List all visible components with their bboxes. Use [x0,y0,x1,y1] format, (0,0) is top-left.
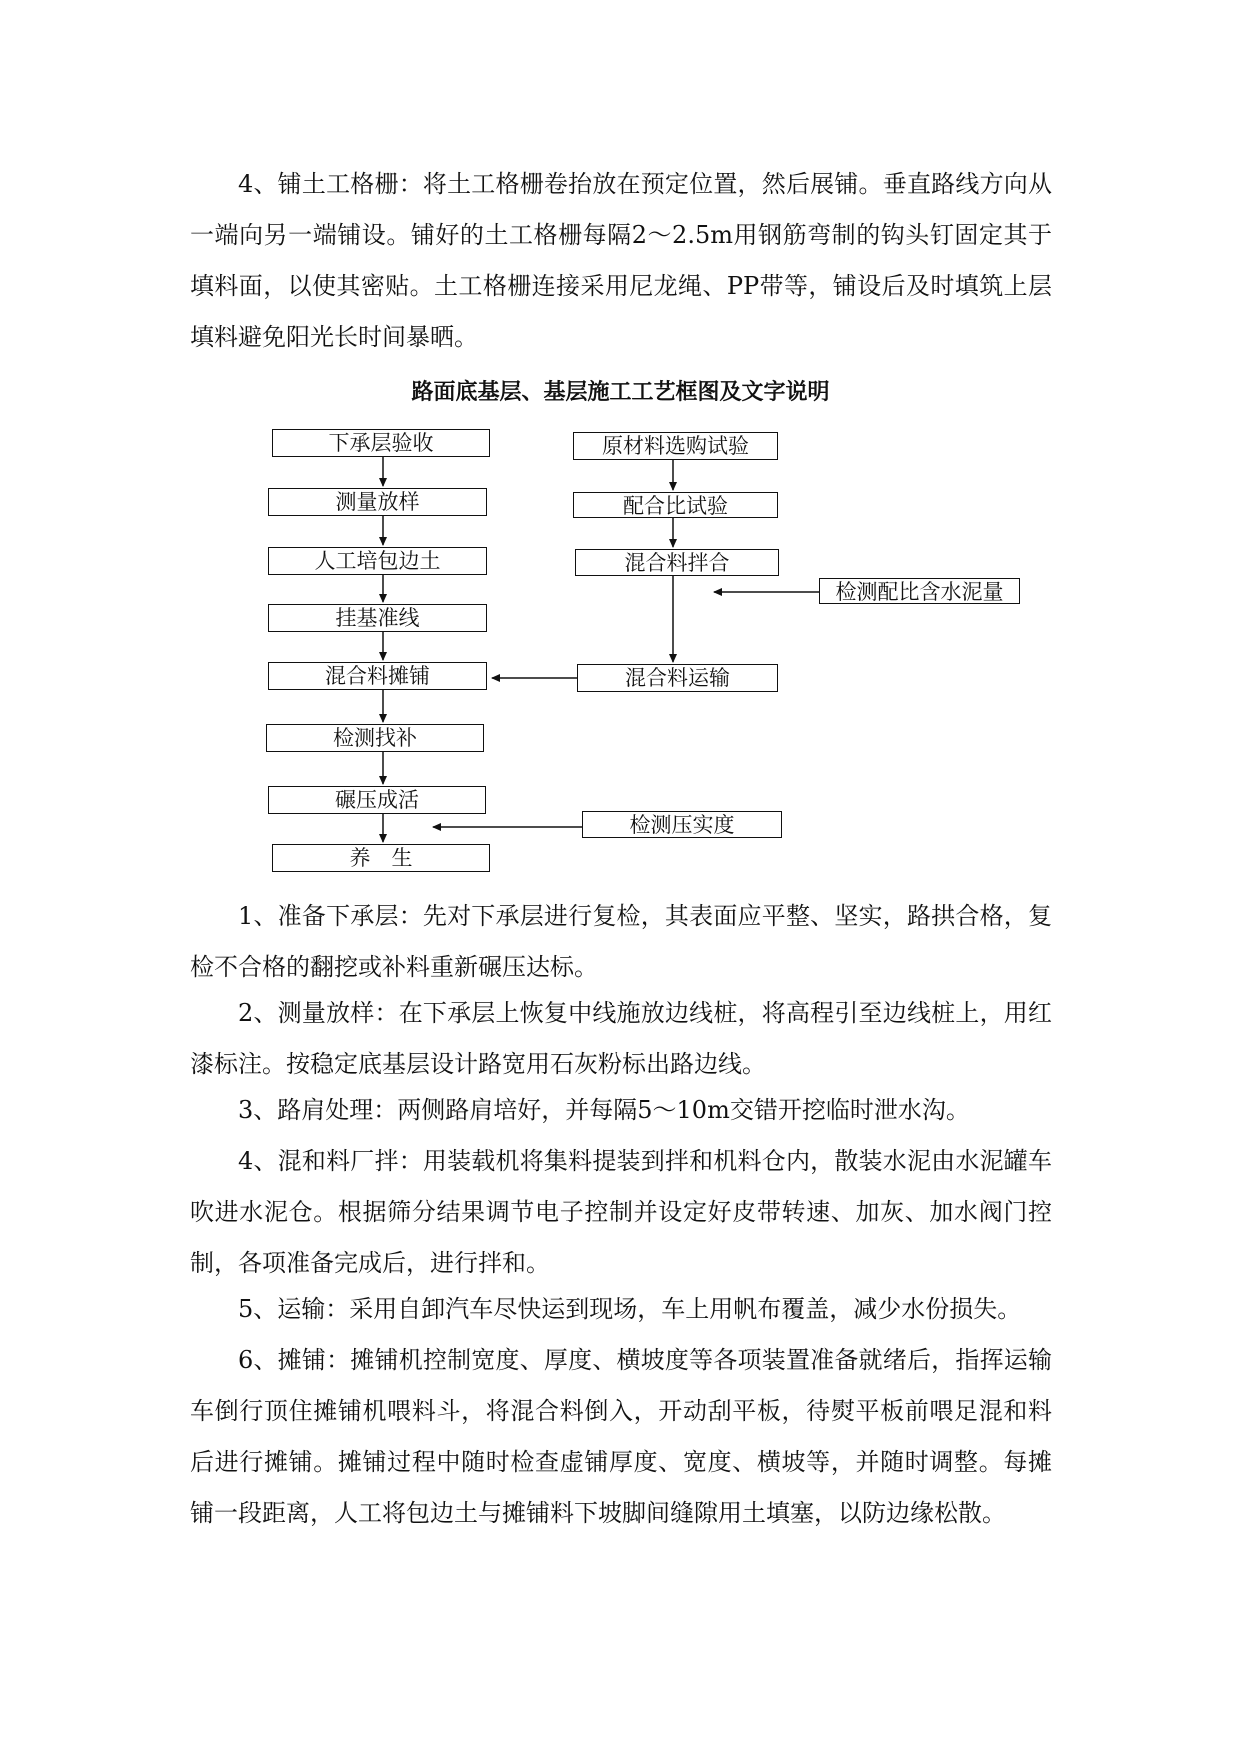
section-title: 路面底基层、基层施工工艺框图及文字说明 [411,380,830,405]
step-paragraph-5: 5、运输：采用自卸汽车尽快运到现场，车上用帆布覆盖，减少水份损失。 [238,1295,1022,1323]
flow-step-edge-soil: 人工培包边土 [268,547,487,575]
step-paragraph-2: 2、测量放样：在下承层上恢复中线施放边线桩，将高程引至边线桩上，用红漆标注。按稳定底基层设计路宽用石灰粉标出路边线。 [190,999,1052,1078]
flow-step-mixture-paving: 混合料摊铺 [268,662,487,690]
step-paragraph-4: 4、混和料厂拌：用装载机将集料提装到拌和机料仓内，散装水泥由水泥罐车吹进水泥仓。根据筛分结果调节电子控制并设定好皮带转速、加灰、加水阀门控制，各项准备完成后，进行拌和。 [190,1147,1052,1277]
step-paragraph-1: 1、准备下承层：先对下承层进行复检，其表面应平整、坚实，路拱合格，复检不合格的翻挖或补料重新碾压达标。 [190,902,1052,981]
flow-step-curing: 养 生 [272,844,490,872]
flow-step-transport: 混合料运输 [577,664,778,692]
flow-step-survey-layout: 测量放样 [268,488,487,516]
step-paragraph-3: 3、路肩处理：两侧路肩培好，并每隔5～10m交错开挖临时泄水沟。 [238,1096,970,1124]
flow-step-inspect-patch: 检测找补 [266,724,484,752]
flow-check-cement-content: 检测配比含水泥量 [819,578,1020,604]
geogrid-paragraph: 4、铺土工格栅：将土工格栅卷抬放在预定位置，然后展铺。垂直路线方向从一端向另一端铺设。铺好的土工格栅每隔2～2.5m用钢筋弯制的钩头钉固定其于填料面，以使其密贴。土工格栅连接采用尼龙绳、PP带等，铺设后及时填筑上层填料避免阳光长时间暴晒。 [190,170,1052,351]
flow-step-compaction: 碾压成活 [268,786,486,814]
flow-step-material-testing: 原材料选购试验 [573,432,778,460]
flow-step-mixing: 混合料拌合 [575,549,779,576]
step-paragraph-6: 6、摊铺：摊铺机控制宽度、厚度、横坡度等各项装置准备就绪后，指挥运输车倒行顶住摊铺机喂料斗，将混合料倒入，开动刮平板，待熨平板前喂足混和料后进行摊铺。摊铺过程中随时检查虚铺厚度、宽度、横坡等，并随时调整。每摊铺一段距离，人工将包边土与摊铺料下坡脚间缝隙用土填塞，以防边缘松散。 [190,1346,1052,1527]
flow-step-mix-proportion: 配合比试验 [573,492,778,518]
flow-step-reference-line: 挂基准线 [268,604,487,632]
flow-step-underlayer-inspection: 下承层验收 [272,429,490,457]
flow-check-compaction: 检测压实度 [582,811,782,838]
